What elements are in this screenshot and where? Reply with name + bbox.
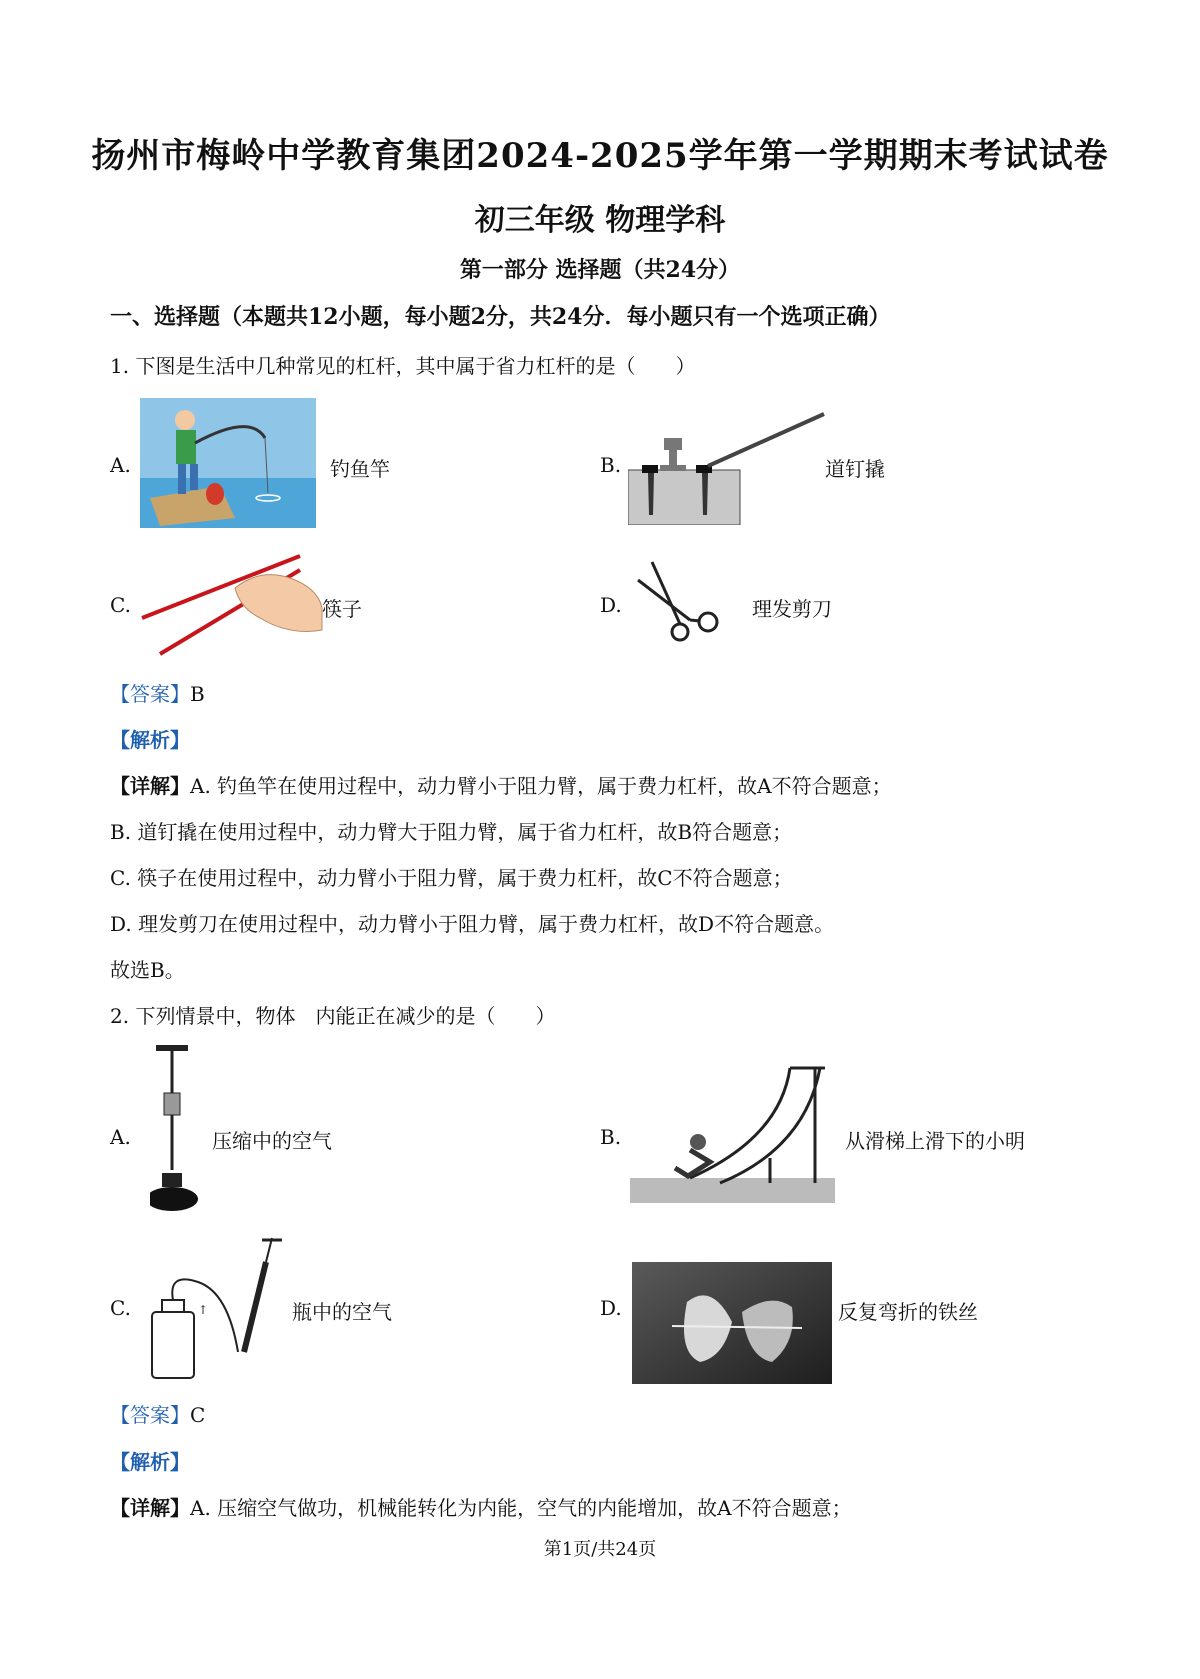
fishing-rod-image [140, 398, 316, 528]
part-heading: 第一部分 选择题（共24分） [459, 257, 741, 283]
q1-option-a-caption: 钓鱼竿 [330, 457, 390, 481]
q1-option-b-label: B. [600, 453, 622, 477]
scissors-image [630, 558, 730, 648]
answer-tag: 【答案】 [110, 682, 190, 706]
q1-detail-line [110, 770, 892, 799]
page-number: 第1页/共24页 [543, 1539, 657, 1560]
q2-stem: 2. 下列情景中，物体 内能正在减少的是（ ） [110, 1004, 556, 1028]
air-compression-image [150, 1045, 210, 1215]
q2-option-d-caption: 反复弯折的铁丝 [838, 1300, 978, 1324]
detail-text: A. 钓鱼竿在使用过程中，动力臂小于阻力臂，属于费力杠杆，故A不符合题意； [190, 774, 892, 798]
exam-subtitle: 初三年级 物理学科 [474, 203, 726, 238]
q1-option-b-caption: 道钉撬 [825, 457, 885, 481]
q1-option-d-label: D. [600, 593, 622, 617]
q1-detail-line: D. 理发剪刀在使用过程中，动力臂小于阻力臂，属于费力杠杆，故D不符合题意。 [110, 912, 835, 936]
detail-tag: 【详解】 [110, 774, 190, 798]
q1-answer [110, 678, 205, 707]
slide-image [630, 1058, 835, 1203]
q1-option-c-label: C. [110, 593, 131, 617]
answer-tag: 【答案】 [110, 1403, 190, 1427]
q2-answer [110, 1399, 205, 1428]
q1-option-a-label: A. [110, 453, 131, 477]
q1-conclusion: 故选B。 [110, 958, 185, 982]
chopsticks-image [140, 548, 325, 658]
q2-analysis-tag [110, 1446, 190, 1475]
analysis-tag: 【解析】 [110, 728, 190, 752]
svg-text:↑: ↑ [198, 1303, 209, 1317]
q2-option-a-caption: 压缩中的空气 [212, 1129, 332, 1153]
q1-detail-line: C. 筷子在使用过程中，动力臂小于阻力臂，属于费力杠杆，故C不符合题意； [110, 866, 793, 890]
crowbar-image [628, 410, 828, 525]
section-heading: 一、选择题（本题共12小题，每小题2分，共24分．每小题只有一个选项正确） [110, 304, 891, 330]
q1-option-c-caption: 筷子 [322, 597, 362, 621]
bending-wire-image [632, 1262, 832, 1384]
q1-option-d-caption: 理发剪刀 [752, 597, 832, 621]
q1-stem: 1. 下图是生活中几种常见的杠杆，其中属于省力杠杆的是（ ） [110, 354, 696, 378]
q2-option-c-label: C. [110, 1296, 131, 1320]
answer-value: C [190, 1403, 206, 1427]
q2-detail-line [110, 1492, 852, 1521]
exam-title: 扬州市梅岭中学教育集团2024-2025学年第一学期期末考试试卷 [91, 136, 1109, 176]
q2-option-a-label: A. [110, 1125, 131, 1149]
q2-option-b-caption: 从滑梯上滑下的小明 [845, 1129, 1025, 1153]
q1-analysis-tag [110, 724, 190, 753]
pump-bottle-image [148, 1232, 288, 1382]
q2-option-d-label: D. [600, 1296, 622, 1320]
q2-option-b-label: B. [600, 1125, 622, 1149]
analysis-tag: 【解析】 [110, 1450, 190, 1474]
detail-tag: 【详解】 [110, 1496, 190, 1520]
q2-option-c-caption: 瓶中的空气 [292, 1300, 392, 1324]
detail-text: A. 压缩空气做功，机械能转化为内能，空气的内能增加，故A不符合题意； [190, 1496, 852, 1520]
answer-value: B [190, 682, 205, 706]
q1-detail-line: B. 道钉撬在使用过程中，动力臂大于阻力臂，属于省力杠杆，故B符合题意； [110, 820, 793, 844]
